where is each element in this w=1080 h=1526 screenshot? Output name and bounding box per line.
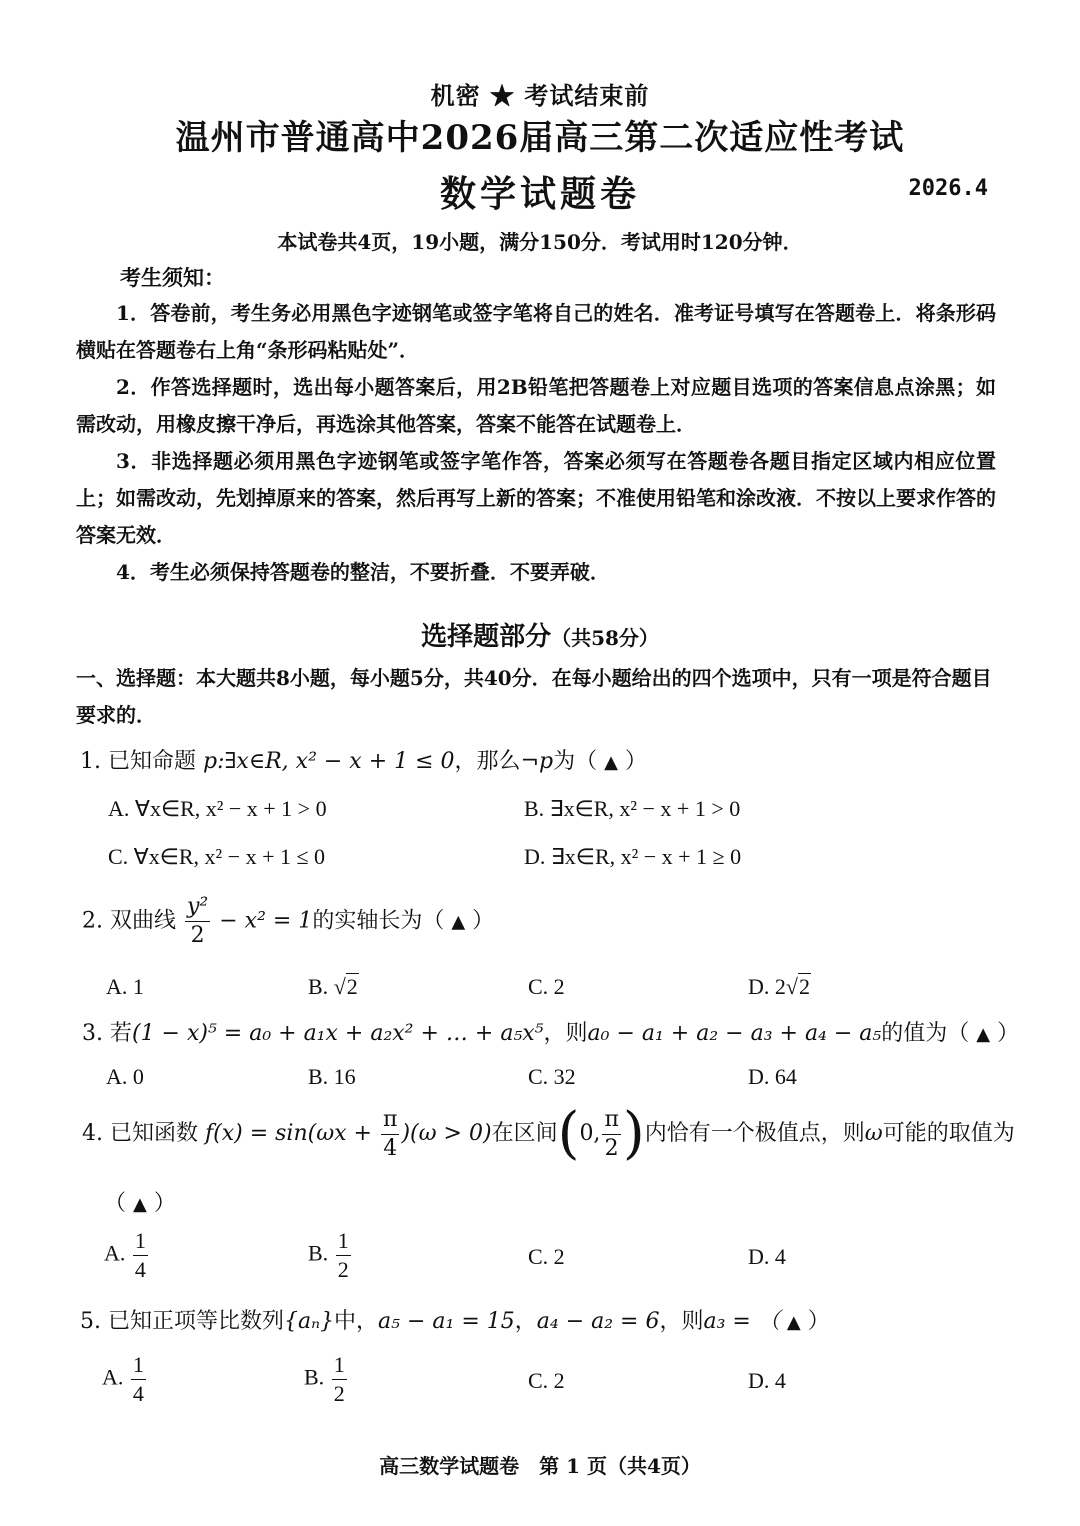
question-3-stem — [82, 1016, 1019, 1047]
exam-info-line: 本试卷共4页，19小题，满分150分．考试用时120分钟． — [277, 230, 803, 254]
q4-omega: ω — [864, 1121, 883, 1146]
q5-option-a-num: 1 — [131, 1354, 146, 1380]
q2-option-b-radicand: 2 — [346, 974, 358, 999]
q5-option-a-label: A. — [102, 1364, 124, 1390]
exam-date: 2026.4 — [908, 176, 988, 201]
q4-function-tail: )(ω > 0) — [401, 1121, 492, 1146]
q5-option-a — [102, 1354, 148, 1405]
q4-option-a-den: 4 — [134, 1257, 146, 1282]
q4-option-b-den: 2 — [337, 1257, 349, 1282]
q4-interval-fraction — [602, 1106, 620, 1161]
q5-condition-1: a₅ − a₁ = 15 — [378, 1309, 515, 1334]
q4-interval-open-paren: ( — [557, 1101, 580, 1166]
question-1-stem — [80, 744, 647, 775]
q4-interval-num: π — [602, 1109, 620, 1135]
q5-option-c: C. 2 — [528, 1368, 565, 1393]
confidential-header: 机密 ★ 考试结束前 — [430, 81, 650, 110]
q4-answer-close: ） — [153, 1191, 176, 1216]
q5-option-b-fraction — [332, 1354, 347, 1405]
q3-stem-text: 3. 若 — [82, 1021, 132, 1046]
q4-option-d: D. 4 — [748, 1244, 786, 1269]
notice-item-4: 4．考生必须保持答题卷的整洁，不要折叠．不要弄破． — [116, 560, 610, 584]
q2-option-d-radicand: 2 — [798, 974, 810, 999]
answer-placeholder-mark: ▲ — [451, 911, 466, 933]
q4-answer-bracket — [104, 1186, 176, 1217]
q1-option-b: B. ∃x∈R, x² − x + 1 > 0 — [524, 796, 741, 821]
q3-option-d: D. 64 — [748, 1064, 797, 1089]
q4-interval-den: 2 — [604, 1135, 619, 1161]
notice-item-3: 3．非选择题必须用黑色字迹钢笔或签字笔作答，答案必须写在答题卷各题目指定区域内相应位置上；如需改动，先划掉原来的答案，然后再写上新的答案；不准使用铅笔和涂改液．不按以上要求作答的答案无效． — [76, 449, 996, 547]
q2-stem-text: 2. 双曲线 — [82, 908, 176, 934]
q4-frac-den: 4 — [383, 1135, 398, 1161]
answer-placeholder-mark: ▲ — [133, 1194, 147, 1215]
q4-option-b-fraction — [336, 1230, 351, 1281]
q3-alternating-sum: a₀ − a₁ + a₂ − a₃ + a₄ − a₅ — [587, 1021, 882, 1046]
notice-heading: 考生须知： — [120, 265, 225, 290]
q5-option-a-den: 4 — [132, 1381, 144, 1406]
q4-stem-text: 4. 已知函数 — [82, 1121, 198, 1146]
q4-stem-text: 内恰有一个极值点，则 — [644, 1121, 865, 1146]
q1-stem-text: 1. 已知命题 — [80, 749, 196, 774]
q2-fraction — [185, 896, 210, 947]
q1-option-d: D. ∃x∈R, x² − x + 1 ≥ 0 — [524, 844, 742, 869]
q5-option-b-label: B. — [304, 1364, 325, 1390]
section-score: （共58分） — [551, 626, 659, 650]
q2-option-d: D. 2√2 — [748, 974, 810, 999]
q4-option-c: C. 2 — [528, 1244, 565, 1269]
q5-stem-text: 5. 已知正项等比数列 — [80, 1309, 284, 1334]
q5-stem-text: ，则 — [659, 1309, 704, 1334]
q5-option-b-num: 1 — [332, 1354, 347, 1380]
q4-option-a-fraction — [133, 1230, 148, 1281]
q4-stem-text: 在区间 — [491, 1121, 558, 1146]
q2-frac-den: 2 — [190, 923, 205, 948]
q4-option-b-num: 1 — [336, 1230, 351, 1256]
q4-option-a — [104, 1230, 150, 1281]
q4-stem-text: 可能的取值为 — [882, 1121, 1015, 1146]
q3-option-a: A. 0 — [106, 1064, 144, 1089]
q1-negation: ¬p — [520, 749, 554, 774]
q3-option-b: B. 16 — [308, 1064, 356, 1089]
q4-answer-open: （ — [104, 1191, 127, 1216]
q1-proposition: p:∃x∈R, x² − x + 1 ≤ 0 — [202, 749, 455, 774]
q2-stem-text: 的实轴长为（ — [312, 908, 445, 934]
q2-frac-num: y² — [185, 896, 210, 922]
question-5-stem — [80, 1304, 830, 1335]
paper-subject-title: 数学试题卷 — [439, 173, 640, 215]
question-4-stem — [82, 1101, 1015, 1166]
section-instruction: 一、选择题：本大题共8小题，每小题5分，共40分．在每小题给出的四个选项中，只有一项是符合题目要求的． — [76, 666, 992, 727]
q5-stem-text: ） — [807, 1309, 830, 1334]
q1-option-a: A. ∀x∈R, x² − x + 1 > 0 — [108, 796, 327, 821]
q4-option-b-label: B. — [308, 1240, 329, 1266]
q3-stem-text: 的值为（ — [881, 1021, 970, 1046]
notice-item-2: 2．作答选择题时，选出每小题答案后，用2B铅笔把答题卷上对应题目选项的答案信息点涂黑；如需改动，用橡皮擦干净后，再选涂其他答案，答案不能答在试题卷上． — [76, 375, 996, 436]
q2-option-a: A. 1 — [106, 974, 144, 999]
q5-stem-text: ， — [514, 1309, 537, 1334]
q1-stem-text: ） — [624, 749, 647, 774]
q5-option-d: D. 4 — [748, 1368, 786, 1393]
q2-option-d-label: D. 2 — [748, 974, 786, 999]
q5-target: a₃ = （ — [703, 1309, 780, 1334]
q4-function: f(x) = sin(ωx + — [204, 1121, 372, 1146]
q5-sequence: {aₙ} — [283, 1309, 335, 1334]
exam-title: 温州市普通高中2026届高三第二次适应性考试 — [175, 118, 905, 158]
q5-condition-2: a₄ − a₂ = 6 — [536, 1309, 660, 1334]
q1-stem-text: 为（ — [553, 749, 598, 774]
q2-option-c: C. 2 — [528, 974, 565, 999]
q1-option-c: C. ∀x∈R, x² − x + 1 ≤ 0 — [108, 844, 326, 869]
q5-option-b — [304, 1354, 349, 1405]
q4-interval-left: 0, — [579, 1121, 601, 1146]
q2-option-b-label: B. — [308, 974, 329, 999]
section-title-text: 选择题部分 — [421, 622, 552, 652]
q3-option-c: C. 32 — [528, 1064, 576, 1089]
q4-option-b — [308, 1230, 353, 1281]
q5-option-a-fraction — [131, 1354, 146, 1405]
q4-option-a-num: 1 — [133, 1230, 148, 1256]
q4-frac-num: π — [381, 1109, 399, 1135]
page-footer: 高三数学试题卷 第 1 页（共4页） — [379, 1454, 701, 1478]
q3-expansion: (1 − x)⁵ = a₀ + a₁x + a₂x² + … + a₅x⁵ — [131, 1021, 544, 1046]
q1-stem-text: ，那么 — [454, 749, 521, 774]
q3-stem-text: ，则 — [543, 1021, 588, 1046]
q4-interval-close-paren: ) — [622, 1101, 645, 1166]
answer-placeholder-mark: ▲ — [604, 752, 618, 773]
q5-option-b-den: 2 — [333, 1381, 345, 1406]
answer-placeholder-mark: ▲ — [786, 1312, 801, 1333]
question-2-stem — [82, 896, 494, 947]
q2-option-b: B. √2 — [308, 974, 358, 999]
q4-phase-fraction — [381, 1106, 399, 1161]
q4-option-a-label: A. — [104, 1240, 126, 1266]
q2-expression: − x² = 1 — [219, 908, 313, 934]
section-title — [0, 616, 1080, 653]
answer-placeholder-mark: ▲ — [976, 1024, 991, 1045]
q5-stem-text: 中， — [334, 1309, 379, 1334]
q2-stem-text: ） — [472, 908, 495, 934]
notice-item-1: 1．答卷前，考生务必用黑色字迹钢笔或签字笔将自己的姓名．准考证号填写在答题卷上．将条形码横贴在答题卷右上角“条形码粘贴处”． — [76, 301, 996, 362]
q3-stem-text: ） — [997, 1021, 1020, 1046]
